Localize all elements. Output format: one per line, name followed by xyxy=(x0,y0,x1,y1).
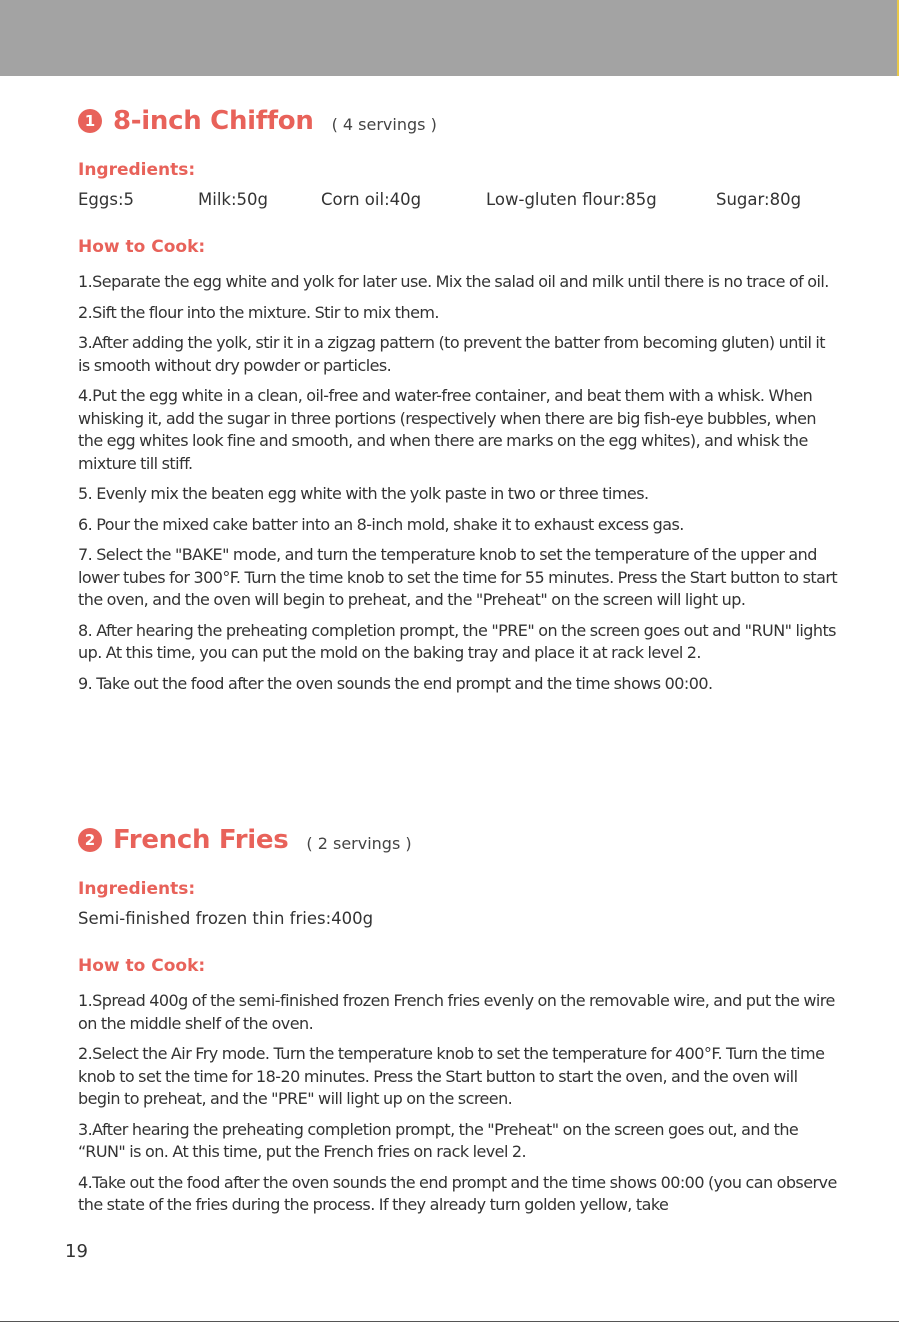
recipe-title-row xyxy=(78,825,412,855)
how-to-cook-heading: How to Cook: xyxy=(78,237,206,257)
step-item: 2.Sift the flour into the mixture. Stir to mix them. xyxy=(78,302,439,322)
recipe-title: French Fries xyxy=(113,825,289,855)
ingredients-list xyxy=(78,909,838,933)
ingredient-item: Low-gluten flour:85g xyxy=(486,190,657,209)
recipe-number-badge: 1 xyxy=(78,109,102,133)
ingredient-item: Sugar:80g xyxy=(716,190,802,209)
step-item: 2.Select the Air Fry mode. Turn the temperature knob to set the temperature for 400°F. Turn the time knob to set the time for 18-20 minutes. Press the Start button to start the oven, and the oven will begin to preheat, and the "PRE" will light up on the screen. xyxy=(78,1044,825,1108)
ingredient-item: Semi-finished frozen thin fries:400g xyxy=(78,909,374,928)
bottom-divider xyxy=(0,1321,899,1322)
step-item: 9. Take out the food after the oven sounds the end prompt and the time shows 00:00. xyxy=(78,673,713,693)
how-to-cook-heading: How to Cook: xyxy=(78,956,206,976)
step-item: 3.After adding the yolk, stir it in a zigzag pattern (to prevent the batter from becoming gluten) until it is smooth without dry powder or particles. xyxy=(78,333,825,375)
ingredients-heading: Ingredients: xyxy=(78,879,196,899)
page-number: 19 xyxy=(65,1241,88,1262)
steps-list xyxy=(78,990,838,1225)
step-item: 4.Take out the food after the oven sounds the end prompt and the time shows 00:00 (you can observe the state of the fries during the process. If they already turn golden yellow, take xyxy=(78,1172,837,1214)
recipe-title-row xyxy=(78,106,437,136)
step-item: 4.Put the egg white in a clean, oil-free and water-free container, and beat them with a whisk. When whisking it, add the sugar in three portions (respectively when there are big fish-eye bubbles, when the egg whites look fine and smooth, and when there are marks on the egg whites), and whisk the mixture till stiff. xyxy=(78,386,817,473)
step-item: 6. Pour the mixed cake batter into an 8-inch mold, shake it to exhaust excess gas. xyxy=(78,514,684,534)
ingredients-list xyxy=(78,190,838,214)
step-item: 1.Separate the egg white and yolk for later use. Mix the salad oil and milk until there is no trace of oil. xyxy=(78,272,829,291)
header-band xyxy=(0,0,899,76)
step-item: 8. After hearing the preheating completion prompt, the "PRE" on the screen goes out and "RUN" lights up. At this time, you can put the mold on the baking tray and place it at rack level 2. xyxy=(78,620,836,662)
step-item: 3.After hearing the preheating completion prompt, the "Preheat" on the screen goes out, and the “RUN" is on. At this time, put the French fries on rack level 2. xyxy=(78,1119,799,1161)
step-item: 1.Spread 400g of the semi-finished frozen French fries evenly on the removable wire, and put the wire on the middle shelf of the oven. xyxy=(78,991,835,1033)
recipe-servings: ( 4 servings ) xyxy=(331,114,437,134)
ingredient-item: Milk:50g xyxy=(198,190,268,209)
ingredient-item: Corn oil:40g xyxy=(321,190,422,209)
ingredients-heading: Ingredients: xyxy=(78,160,196,180)
ingredient-item: Eggs:5 xyxy=(78,190,135,209)
step-item: 5. Evenly mix the beaten egg white with the yolk paste in two or three times. xyxy=(78,484,649,503)
recipe-title: 8-inch Chiffon xyxy=(113,106,314,136)
step-item: 7. Select the "BAKE" mode, and turn the temperature knob to set the temperature of the upper and lower tubes for 300°F. Turn the time knob to set the time for 55 minutes. Press the Start button to start the oven, and the oven will begin to preheat, and the "Preheat" on the screen will light up. xyxy=(78,545,838,609)
recipe-number-badge: 2 xyxy=(78,828,102,852)
recipe-servings: ( 2 servings ) xyxy=(306,833,412,853)
steps-list xyxy=(78,271,838,703)
